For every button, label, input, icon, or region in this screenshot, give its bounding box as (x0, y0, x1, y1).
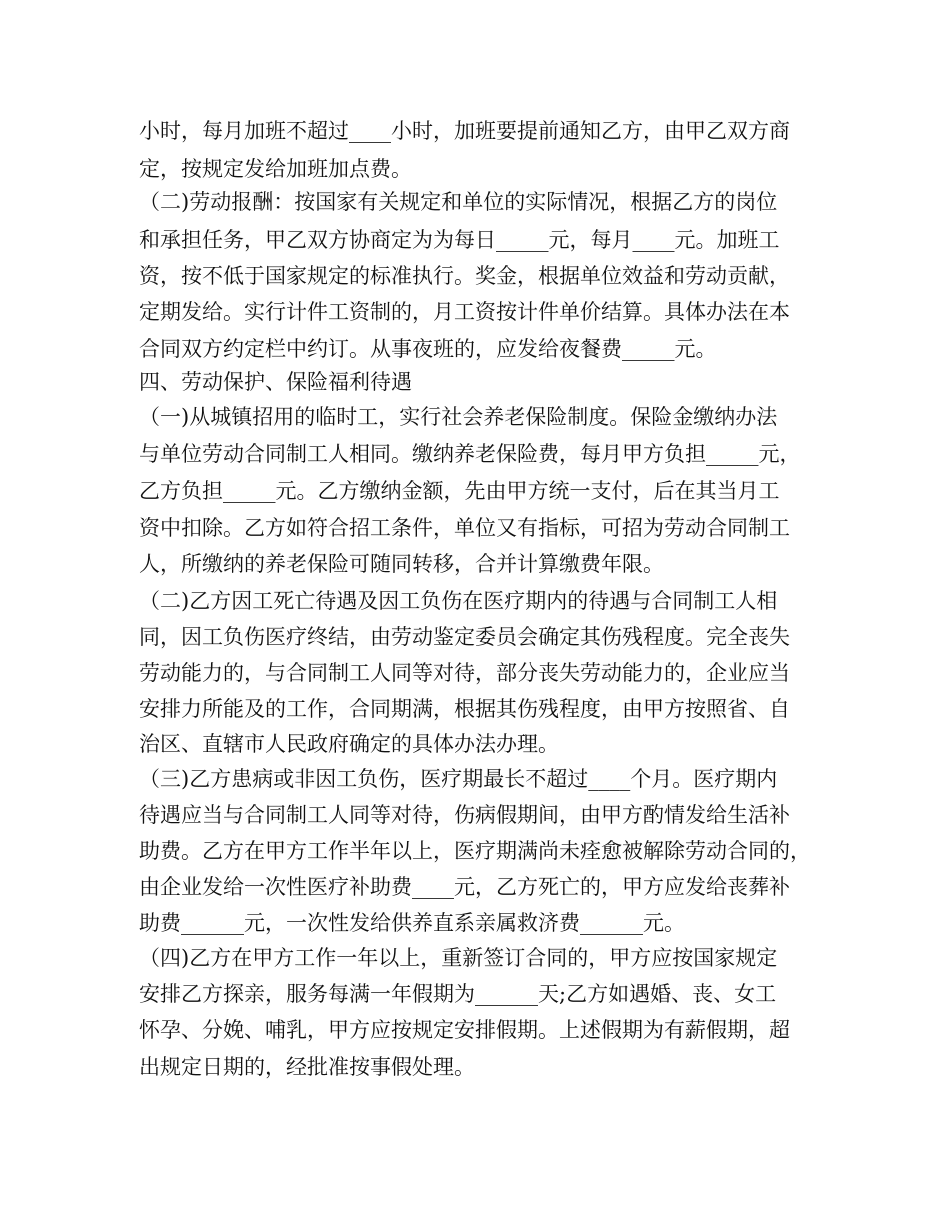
section-heading: 四、劳动保护、保险福利待遇 (139, 370, 412, 394)
text-line: 劳动能力的，与合同制工人同等对待，部分丧失劳动能力的，企业应当 (139, 661, 790, 685)
text-line: （一)从城镇招用的临时工，实行社会养老保险制度。保险金缴纳办法 (139, 405, 778, 429)
text-line: 待遇应当与合同制工人同等对待，伤病假期间，由甲方酌情发给生活补 (139, 803, 790, 827)
text-line: 与单位劳动合同制工人相同。缴纳养老保险费，每月甲方负担_____元， (139, 442, 801, 466)
text-line: 乙方负担_____元。乙方缴纳金额，先由甲方统一支付，后在其当月工 (139, 479, 780, 503)
text-line: 合同双方约定栏中约订。从事夜班的，应发给夜餐费_____元。 (139, 337, 717, 361)
text-line: 助费。乙方在甲方工作半年以上，医疗期满尚未痊愈被解除劳动合同的， (139, 839, 811, 863)
text-line: 治区、直辖市人民政府确定的具体办法办理。 (139, 732, 559, 756)
text-line: 同，因工负伤医疗终结，由劳动鉴定委员会确定其伤残程度。完全丧失 (139, 625, 790, 649)
text-line: 资，按不低于国家规定的标准执行。奖金，根据单位效益和劳动贡献， (139, 264, 790, 288)
text-line: 安排力所能及的工作，合同期满，根据其伤残程度，由甲方按照省、自 (139, 697, 790, 721)
text-line: 定，按规定发给加班加点费。 (139, 157, 412, 181)
text-line: 怀孕、分娩、哺乳，甲方应按规定安排假期。上述假期为有薪假期，超 (139, 1018, 790, 1042)
text-line: 由企业发给一次性医疗补助费____元，乙方死亡的，甲方应发给丧葬补 (139, 875, 790, 899)
text-line: 助费______元，一次性发给供养直系亲属救济费______元。 (139, 911, 685, 935)
text-line: 安排乙方探亲，服务每满一年假期为______天;乙方如遇婚、丧、女工 (139, 982, 777, 1006)
text-line: （三)乙方患病或非因工负伤，医疗期最长不超过____个月。医疗期内 (139, 767, 778, 791)
text-line: 和承担任务，甲乙双方协商定为为每日_____元，每月____元。加班工 (139, 228, 780, 252)
text-line: （二)乙方因工死亡待遇及因工负伤在医疗期内的待遇与合同制工人相 (139, 589, 778, 613)
text-line: 出规定日期的，经批准按事假处理。 (139, 1055, 475, 1079)
text-line: （二)劳动报酬：按国家有关规定和单位的实际情况，根据乙方的岗位 (139, 190, 778, 214)
text-line: 定期发给。实行计件工资制的，月工资按计件单价结算。具体办法在本 (139, 300, 790, 324)
text-line: 小时，每月加班不超过____小时，加班要提前通知乙方，由甲乙双方商 (139, 119, 790, 143)
text-line: （四)乙方在甲方工作一年以上，重新签订合同的，甲方应按国家规定 (139, 946, 778, 970)
text-line: 资中扣除。乙方如符合招工条件，单位又有指标，可招为劳动合同制工 (139, 516, 790, 540)
text-line: 人，所缴纳的养老保险可随同转移，合并计算缴费年限。 (139, 552, 664, 576)
